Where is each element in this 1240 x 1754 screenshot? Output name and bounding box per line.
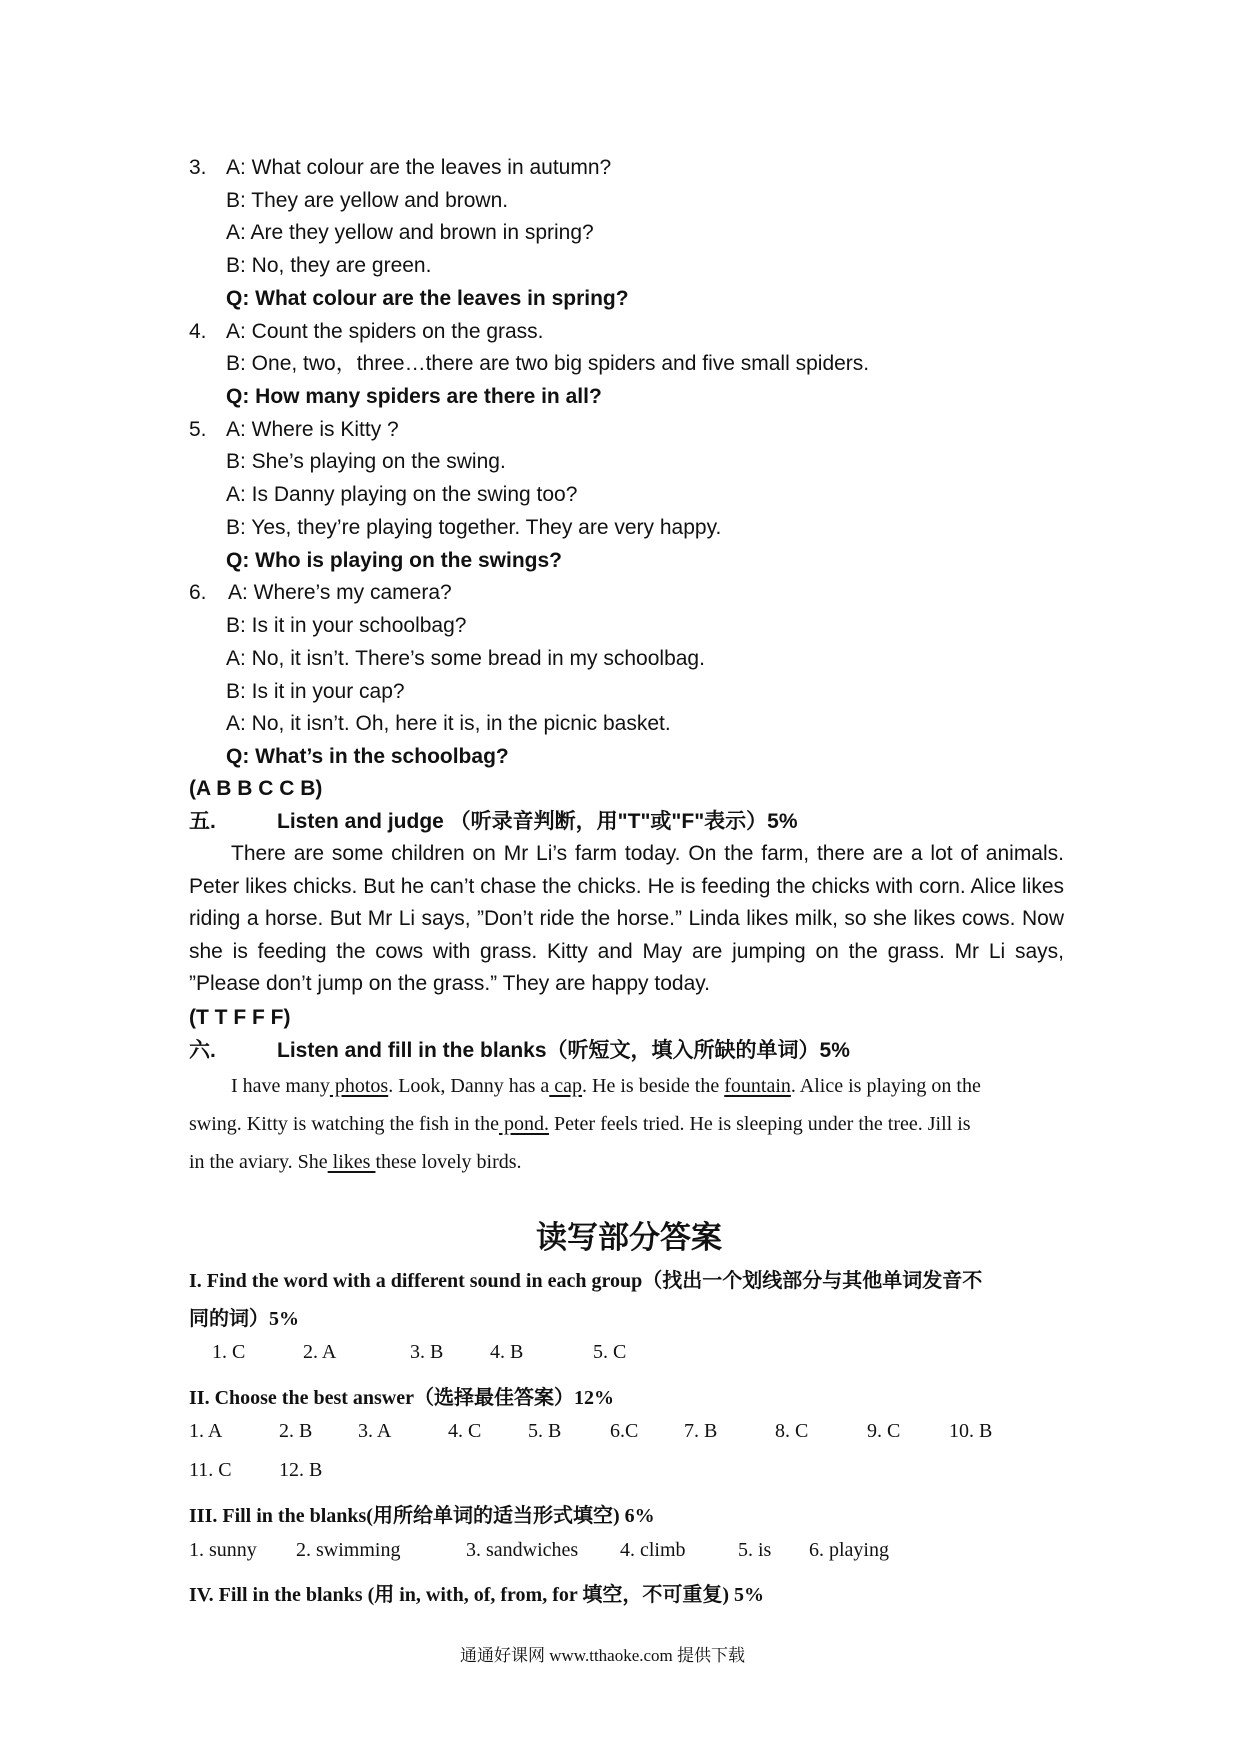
reading-s3-answer: 1. sunny xyxy=(189,1539,257,1561)
reading-s3-answer: 2. swimming xyxy=(296,1539,401,1561)
blank-answer-3: fountain xyxy=(724,1075,791,1097)
q3-line-2: B: They are yellow and brown. xyxy=(226,189,509,212)
reading-s1-title-line-1: I. Find the word with a different sound in each group（找出一个划线部分与其他单词发音不 xyxy=(189,1270,983,1292)
q3-number: 3. xyxy=(189,156,207,179)
answers-part5: (T T F F F) xyxy=(189,1006,291,1029)
passage-text: in the aviary. She xyxy=(189,1151,328,1173)
reading-s1-answer: 1. C xyxy=(212,1341,246,1363)
reading-s2-answer: 1. A xyxy=(189,1420,223,1442)
reading-s1-answer: 3. B xyxy=(410,1341,444,1363)
q6-question: Q: What’s in the schoolbag? xyxy=(226,745,509,768)
q3-question: Q: What colour are the leaves in spring? xyxy=(226,287,629,310)
section6-passage-line-2 xyxy=(189,1113,971,1136)
reading-s2-answer: 4. C xyxy=(448,1420,482,1442)
reading-s2-answer: 5. B xyxy=(528,1420,562,1442)
passage-text: . Look, Danny has a xyxy=(388,1075,550,1097)
q4-number: 4. xyxy=(189,320,207,343)
q4-line-2: B: One, two，three…there are two big spiders and five small spiders. xyxy=(226,352,870,375)
q3-line-4: B: No, they are green. xyxy=(226,254,432,277)
section6-passage-line-3 xyxy=(189,1151,522,1174)
passage-text: these lovely birds. xyxy=(375,1151,522,1173)
q4-question: Q: How many spiders are there in all? xyxy=(226,385,602,408)
reading-s2-answer: 11. C xyxy=(189,1459,232,1481)
reading-s1-title-line-2: 同的词）5% xyxy=(189,1308,299,1330)
section6-passage-line-1 xyxy=(231,1075,981,1098)
q3-line-1: A: What colour are the leaves in autumn? xyxy=(226,156,612,179)
reading-s3-answer: 4. climb xyxy=(620,1539,686,1561)
reading-s2-title: II. Choose the best answer（选择最佳答案）12% xyxy=(189,1387,614,1409)
q6-line-3: A: No, it isn’t. There’s some bread in my schoolbag. xyxy=(226,647,705,670)
q5-question: Q: Who is playing on the swings? xyxy=(226,549,562,572)
q6-line-1: A: Where’s my camera? xyxy=(228,581,452,604)
section6-title: Listen and fill in the blanks（听短文，填入所缺的单词）5% xyxy=(277,1039,850,1062)
passage-text: . He is beside the xyxy=(582,1075,725,1097)
reading-writing-heading: 读写部分答案 xyxy=(536,1220,722,1255)
blank-answer-4: pond. xyxy=(498,1113,549,1135)
passage-text: I have many xyxy=(231,1075,330,1097)
reading-s2-answer: 3. A xyxy=(358,1420,392,1442)
section6-number: 六. xyxy=(189,1039,216,1062)
reading-s2-answer: 2. B xyxy=(279,1420,313,1442)
reading-s1-answer: 5. C xyxy=(593,1341,627,1363)
reading-s2-answer: 9. C xyxy=(867,1420,901,1442)
passage-text: Peter feels tried. He is sleeping under the tree. Jill is xyxy=(548,1113,971,1135)
q5-line-1: A: Where is Kitty ? xyxy=(226,418,399,441)
q6-number: 6. xyxy=(189,581,207,604)
reading-s2-answer: 10. B xyxy=(949,1420,993,1442)
page-footer: 通通好课网 www.tthaoke.com 提供下载 xyxy=(460,1646,746,1665)
reading-s2-answer: 12. B xyxy=(279,1459,323,1481)
passage-text: swing. Kitty is watching the fish in the xyxy=(189,1113,499,1135)
reading-s1-answer: 4. B xyxy=(490,1341,524,1363)
reading-s2-answer: 8. C xyxy=(775,1420,809,1442)
section5-passage xyxy=(189,838,1064,1001)
q5-line-2: B: She’s playing on the swing. xyxy=(226,450,506,473)
q5-line-3: A: Is Danny playing on the swing too? xyxy=(226,483,578,506)
q4-line-1: A: Count the spiders on the grass. xyxy=(226,320,544,343)
blank-answer-1: photos xyxy=(329,1075,389,1097)
reading-s4-title: IV. Fill in the blanks (用 in, with, of, from, for 填空，不可重复) 5% xyxy=(189,1584,765,1606)
q5-number: 5. xyxy=(189,418,207,441)
q6-line-4: B: Is it in your cap? xyxy=(226,680,405,703)
reading-s2-answer: 7. B xyxy=(684,1420,718,1442)
section5-number: 五. xyxy=(189,810,216,833)
reading-s3-answer: 3. sandwiches xyxy=(466,1539,579,1561)
q3-line-3: A: Are they yellow and brown in spring? xyxy=(226,221,594,244)
reading-s2-answer: 6.C xyxy=(610,1420,639,1442)
reading-s3-answer: 5. is xyxy=(738,1539,772,1561)
reading-s3-title: III. Fill in the blanks(用所给单词的适当形式填空) 6% xyxy=(189,1505,655,1527)
section5-title: Listen and judge （听录音判断，用"T"或"F"表示）5% xyxy=(277,810,798,833)
q6-line-2: B: Is it in your schoolbag? xyxy=(226,614,467,637)
blank-answer-2: cap xyxy=(549,1075,583,1097)
q6-line-5: A: No, it isn’t. Oh, here it is, in the picnic basket. xyxy=(226,712,671,735)
section5-passage-text: There are some children on Mr Li’s farm today. On the farm, there are a lot of animals. Peter likes chicks. But he can’t chase the chicks. He is feeding the chicks with corn. Alice likes riding a horse. But Mr Li says, ”Don’t ride the horse.” Linda likes milk, so she likes cows. Now she is feeding the cows with grass. Kitty and May are jumping on the grass. Mr Li says, ”Please don’t jump on the grass.” They are happy today. xyxy=(189,842,1064,996)
q5-line-4: B: Yes, they’re playing together. They are very happy. xyxy=(226,516,722,539)
blank-answer-5: likes xyxy=(327,1151,376,1173)
reading-s1-answer: 2. A xyxy=(303,1341,337,1363)
answers-part4: (A B B C C B) xyxy=(189,777,323,800)
reading-s3-answer: 6. playing xyxy=(809,1539,889,1561)
passage-text: . Alice is playing on the xyxy=(790,1075,981,1097)
